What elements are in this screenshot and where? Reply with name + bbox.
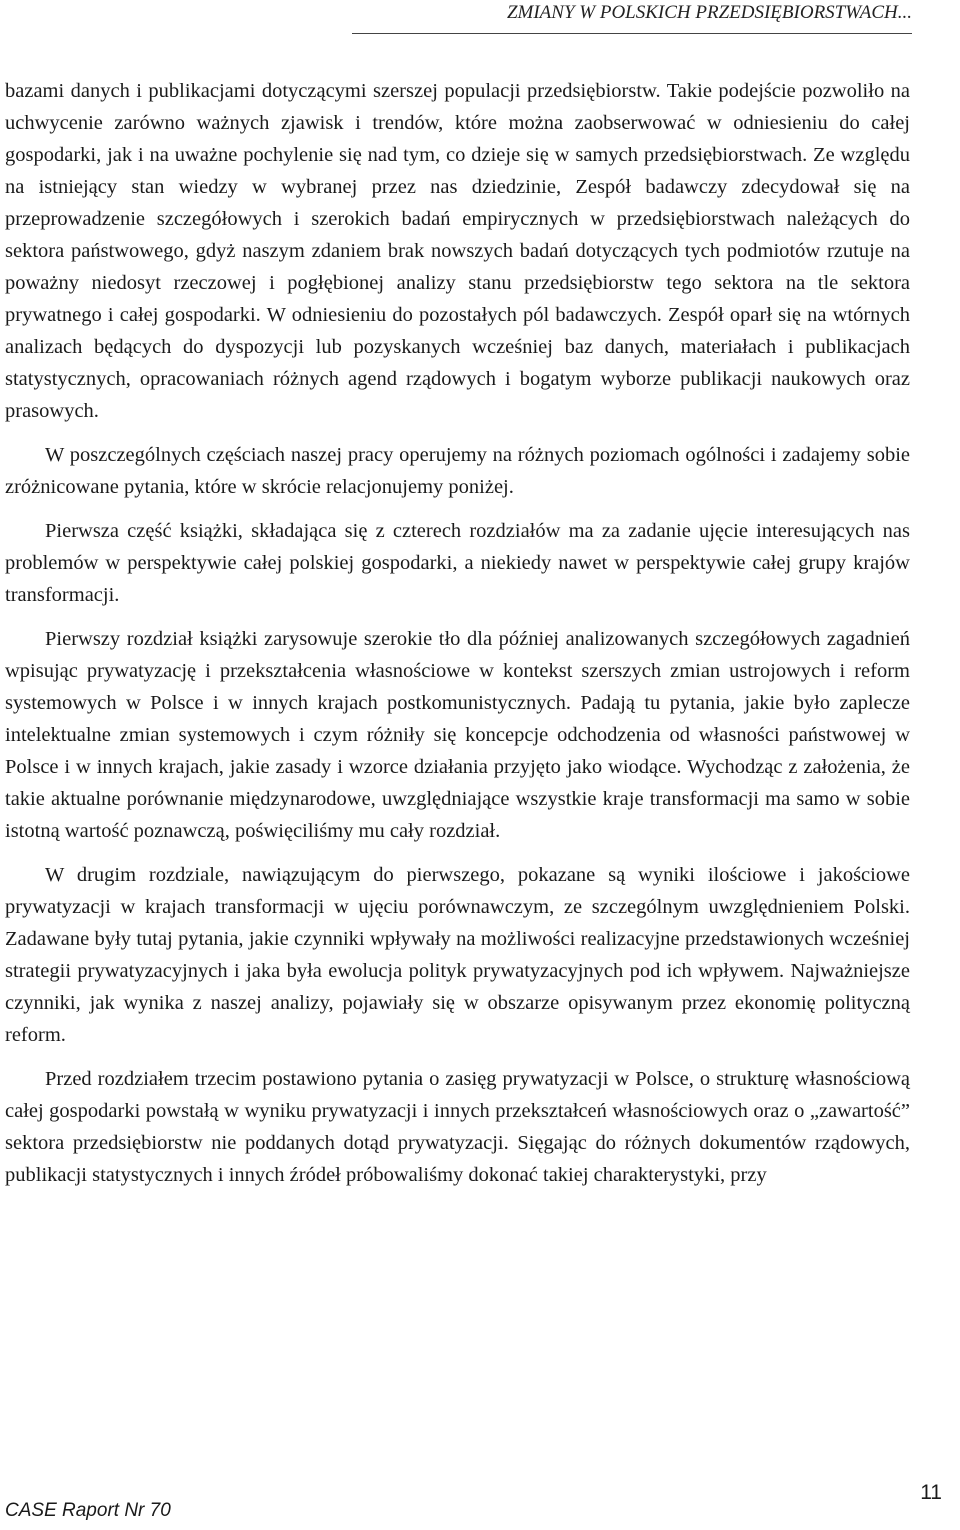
paragraph-1: bazami danych i publikacjami dotyczącymi szerszej populacji przedsiębiorstw. Takie podejście pozwoliło na uchwycenie zarówno ważnych zjawisk i trendów, które można zaobserwować w odniesieniu do całej gospodarki, jak i na uważne pochylenie się nad tym, co dzieje się w samych przedsiębiorstwach. Ze względu na istniejący stan wiedzy w wybranej przez nas dziedzinie, Zespół badawczy zdecydował się na przeprowadzenie szczegółowych i szerokich badań empirycznych w przedsiębiorstwach należących do sektora państwowego, gdyż naszym zdaniem brak nowszych badań dotyczących tych podmiotów rzutuje na poważny niedosyt rzeczowej i pogłębionej analizy stanu przedsiębiorstw tego sektora na tle sektora prywatnego i całej gospodarki. W odniesieniu do pozostałych pól badawczych. Zespół oparł się na wtórnych analizach będących do dyspozycji lub pozyskanych wcześniej baz danych, materiałach i publikacjach statystycznych, opracowaniach różnych agend rządowych i bogatym wyborze publikacji naukowych oraz prasowych. [5,80,910,422]
header-rule [352,33,912,34]
footer-publication: CASE Raport Nr 70 [5,1500,171,1521]
paragraph-4: Pierwszy rozdział książki zarysowuje szerokie tło dla później analizowanych szczegółowych zagadnień wpisując prywatyzację i przekształcenia własnościowe w kontekst szerszych zmian ustrojowych i reform systemowych w Polsce i w innych krajach postkomunistycznych. Padają tu pytania, jakie było zaplecze intelektualne zmian systemowych i czym różniły się koncepcje odchodzenia od własności państwowej w Polsce i w innych krajach, jakie zasady i wzorce działania przyjęto jako wiodące. Wychodząc z założenia, że takie aktualne porównanie międzynarodowe, uwzględniające wszystkie kraje transformacji ma samo w sobie istotną wartość poznawczą, poświęciliśmy mu cały rozdział. [5,628,910,842]
running-head-title: ZMIANY W POLSKICH PRZEDSIĘBIORSTWACH... [506,2,912,23]
paragraph-3: Pierwsza część książki, składająca się z czterech rozdziałów ma za zadanie ujęcie interesujących nas problemów w perspektywie całej polskiej gospodarki, a niekiedy nawet w perspektywie całej grupy krajów transformacji. [5,520,910,606]
paragraph-2: W poszczególnych częściach naszej pracy operujemy na różnych poziomach ogólności i zadajemy sobie zróżnicowane pytania, które w skrócie relacjonujemy poniżej. [5,444,910,498]
page-number: 11 [920,1481,942,1504]
paragraph-6: Przed rozdziałem trzecim postawiono pytania o zasięg prywatyzacji w Polsce, o strukturę własnościową całej gospodarki powstałą w wyniku prywatyzacji i innych przekształceń własnościowych oraz o „zawartość” sektora przedsiębiorstw nie poddanych dotąd prywatyzacji. Sięgając do różnych dokumentów rządowych, publikacji statystycznych i innych źródeł próbowaliśmy dokonać takiej charakterystyki, przy [5,1068,910,1186]
body-text [5,75,910,1203]
paragraph-5: W drugim rozdziale, nawiązującym do pierwszego, pokazane są wyniki ilościowe i jakościowe prywatyzacji w krajach transformacji w ujęciu porównawczym, ze szczególnym uwzględnieniem Polski. Zadawane były tutaj pytania, jakie czynniki wpływały na możliwości realizacyjne przedstawionych wcześniej strategii prywatyzacyjnych i jaka była ewolucja polityk prywatyzacyjnych pod ich wpływem. Najważniejsze czynniki, jak wynika z naszej analizy, pojawiały się w obszarze opisywanym przez ekonomię polityczną reform. [5,864,910,1046]
